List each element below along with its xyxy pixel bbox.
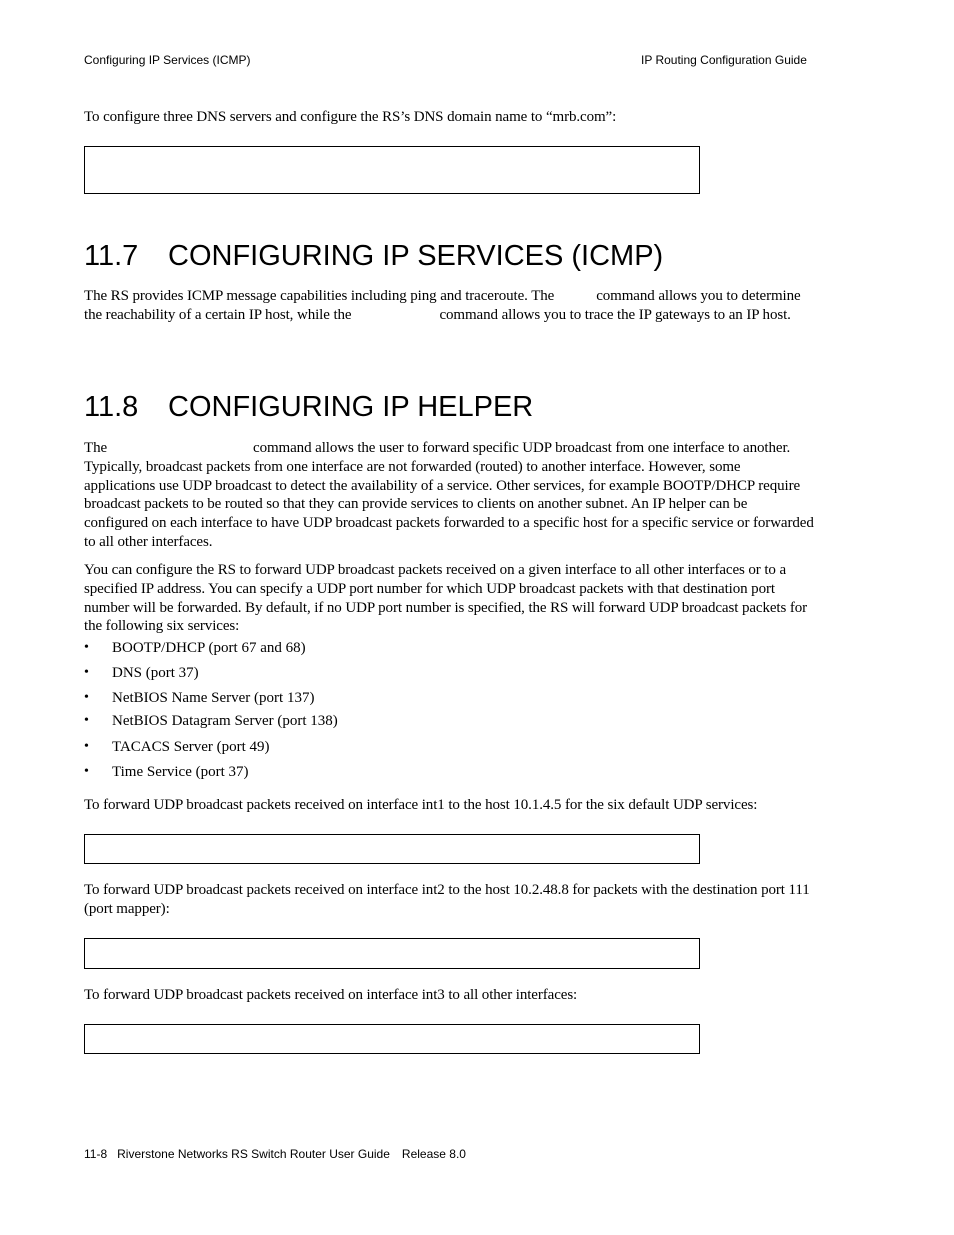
example-1-code-box bbox=[84, 834, 700, 864]
section-title: CONFIGURING IP HELPER bbox=[168, 391, 534, 423]
footer-release: Release 8.0 bbox=[401, 1147, 466, 1161]
list-item: • NetBIOS Name Server (port 137) bbox=[84, 689, 315, 706]
bullet-icon: • bbox=[84, 664, 89, 680]
list-item: • NetBIOS Datagram Server (port 138) bbox=[84, 713, 338, 730]
list-item: • DNS (port 37) bbox=[84, 664, 199, 681]
running-header-right: IP Routing Configuration Guide bbox=[641, 53, 807, 67]
footer-title: Riverstone Networks RS Switch Router User Guide bbox=[117, 1147, 390, 1161]
icmp-text-part3: command allows you to trace the IP gateways to an IP host. bbox=[439, 306, 791, 323]
dns-intro-text: To configure three DNS servers and configure the RS’s DNS domain name to “mrb.com”: bbox=[84, 109, 617, 125]
icmp-text-part1: The RS provides ICMP message capabilities including ping and traceroute. The bbox=[84, 288, 555, 304]
dns-code-box bbox=[84, 146, 700, 194]
ip-helper-text-part2: command allows the user to forward specific UDP broadcast from one interface to another. Typically, broadcast packets from one interface are not forwarded (routed) to another interface. However, some applications use UDP broadcast to detect the availability of a service. Other services, for example BOOTP/DHCP require broadcast packets to be routed so that they can provide services to clients on another subnet. An IP helper can be configured on each interface to have UDP broadcast packets forwarded to a specific host for a specific service or forwarded to all other interfaces. bbox=[84, 440, 814, 550]
icmp-paragraph bbox=[84, 287, 814, 325]
list-item: • BOOTP/DHCP (port 67 and 68) bbox=[84, 640, 306, 656]
ip-helper-paragraph-1 bbox=[84, 439, 814, 552]
section-11-8-heading bbox=[84, 390, 533, 424]
page-number: 11-8 bbox=[84, 1147, 108, 1161]
icmp-text-part2: command allows you to determine the reachability of a certain IP host, while the bbox=[84, 288, 801, 323]
example-2-code-box bbox=[84, 938, 700, 969]
ip-helper-text-part1: The bbox=[84, 440, 108, 456]
page-footer bbox=[84, 1147, 466, 1161]
bullet-icon: • bbox=[84, 739, 89, 755]
bullet-icon: • bbox=[84, 713, 89, 729]
bullet-icon: • bbox=[84, 689, 89, 705]
bullet-icon: • bbox=[84, 640, 89, 655]
default-services-list bbox=[84, 639, 784, 782]
example-1-text: To forward UDP broadcast packets received on interface int1 to the host 10.1.4.5 for the six default UDP services: bbox=[84, 797, 758, 813]
running-header-left: Configuring IP Services (ICMP) bbox=[84, 53, 251, 67]
list-item: • TACACS Server (port 49) bbox=[84, 739, 270, 756]
section-number: 11.8 bbox=[84, 391, 139, 423]
example-3-code-box bbox=[84, 1024, 700, 1054]
list-item: • Time Service (port 37) bbox=[84, 763, 249, 780]
bullet-icon: • bbox=[84, 763, 89, 779]
section-11-7-heading bbox=[84, 239, 663, 273]
section-title: CONFIGURING IP SERVICES (ICMP) bbox=[168, 240, 664, 272]
example-3-text: To forward UDP broadcast packets received on interface int3 to all other interfaces: bbox=[84, 987, 578, 1003]
example-2-text: To forward UDP broadcast packets received on interface int2 to the host 10.2.48.8 for packets with the destination port 111 (port mapper): bbox=[84, 882, 810, 917]
ip-helper-paragraph-2: You can configure the RS to forward UDP broadcast packets received on a given interface to all other interfaces or to a specified IP address. You can specify a UDP port number for which UDP broadcast packets with that destination port number will be forwarded. By default, if no UDP port number is specified, the RS will forward UDP broadcast packets for the following six services: bbox=[84, 562, 808, 635]
section-number: 11.7 bbox=[84, 240, 139, 272]
